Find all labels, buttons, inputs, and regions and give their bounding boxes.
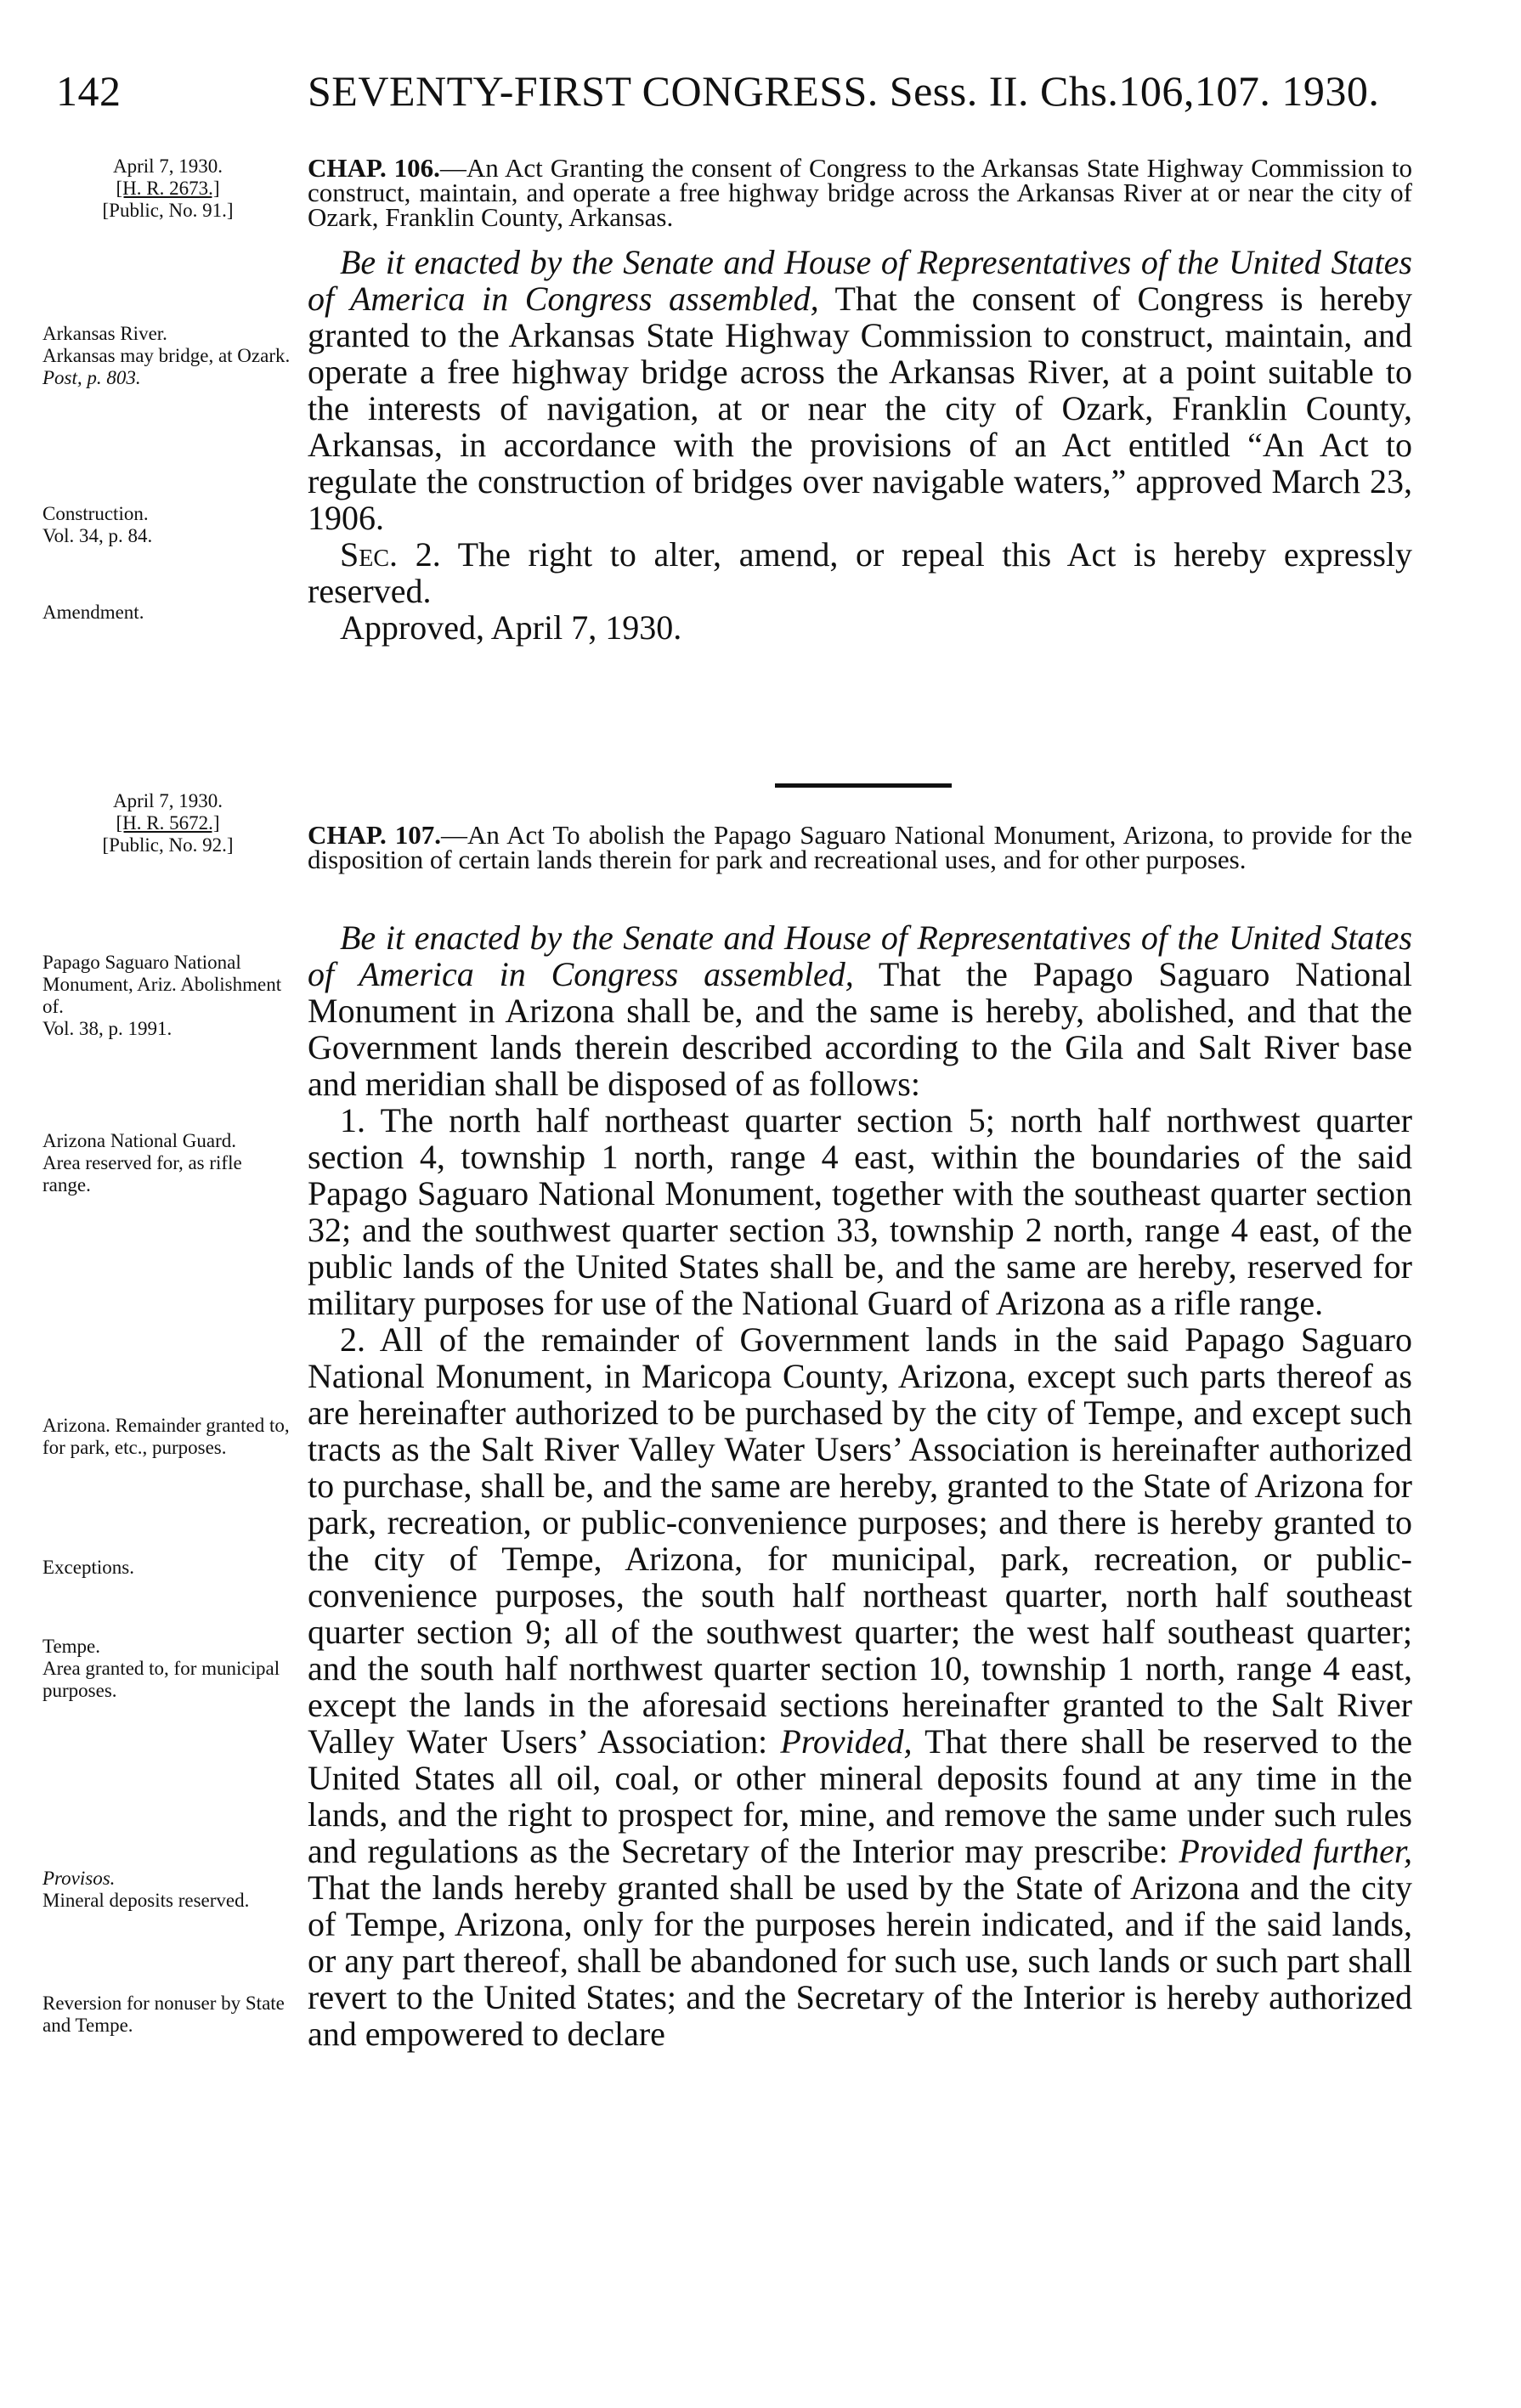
chap107-note-mineral: Mineral deposits reserved.: [42, 1890, 250, 1911]
chap106-note-post: Post, p. 803.: [42, 367, 141, 388]
chap107-margin-note-3: [42, 1415, 293, 1459]
chap107-margin-note-2: [42, 1130, 293, 1196]
chap106-public: [Public, No. 91.]: [102, 200, 234, 221]
running-title: SEVENTY-FIRST CONGRESS. Sess. II. Chs.106,107. 1930.: [308, 67, 1380, 115]
chap107-margin-note-4: [42, 1557, 293, 1579]
chap107-label: CHAP. 107.: [308, 820, 441, 850]
chap107-margin-note-6: [42, 1868, 293, 1912]
chap107-note-national-guard: Arizona National Guard.: [42, 1130, 237, 1151]
chap107-enacting-clause: Be it enacted by the Senate and House of Representatives of the United States of America in Congress assembled,: [308, 919, 1412, 993]
chap106-title: —An Act Granting the consent of Congress to the Arkansas State Highway Commission to construct, maintain, and operate a free highway bridge across the Arkansas River at or near the city of Ozark, Franklin County, Arkansas.: [308, 153, 1412, 232]
chap107-para-2a: 2. All of the remainder of Government lands in the said Papago Saguaro National Monument, in Maricopa County, Arizona, except such parts thereof as are hereinafter authorized to be purchased by the city of Tempe, and except such tracts as the Salt River Valley Water Users’ Association is hereinafter authorized to purchase, shall be, and the same are hereby, granted to the State of Arizona for park, recreation, or public-convenience purposes; and there is hereby granted to the city of Tempe, Arizona, for municipal, park, recreation, or public-convenience purposes, the south half northeast quarter, north half southeast quarter section 9; all of the southwest quarter; the west half southeast quarter; and the south half northwest quarter section 10, township 1 north, range 4 east, except the lands in the aforesaid sections hereinafter granted to the Salt River Valley Water Users’ Association:: [308, 1320, 1412, 1761]
chap107-margin-note-1: [42, 952, 293, 1040]
chap106-note-amendment: Amendment.: [42, 602, 144, 623]
chap107-note-remainder: Arizona. Remainder granted to, for park, etc., purposes.: [42, 1415, 290, 1458]
chap107-bill: [H. R. 5672.]: [116, 812, 220, 834]
chap106-enacting-clause: Be it enacted by the Senate and House of Representatives of the United States of America in Congress assembled,: [308, 243, 1412, 318]
chap106-sec2-text: The right to alter, amend, or repeal this Act is hereby expressly reserved.: [308, 535, 1413, 610]
chap106-body: [308, 244, 1412, 646]
chap106-sec2: [308, 536, 1412, 609]
chap107-margin-note-7: [42, 1993, 293, 2037]
chap106-label: CHAP. 106.: [308, 153, 440, 183]
chap106-heading: [308, 153, 1412, 232]
chap106-note-vol: Vol. 34, p. 84.: [42, 525, 153, 546]
chap107-date: April 7, 1930.: [112, 790, 223, 811]
page-number: 142: [56, 67, 122, 115]
section-divider: [775, 783, 952, 788]
chap106-margin-note-2: [42, 503, 293, 547]
chap107-para-2c: That the lands hereby granted shall be used by the State of Arizona and the city of Tempe, Arizona, only for the purposes herein indicated, and if the said lands, or any part thereof, shall be abandoned for such use, such lands or such part shall revert to the United States; and the Secretary of the Interior is hereby authorized and empowered to declare: [308, 1868, 1412, 2053]
chap106-note-arkansas: Arkansas River.: [42, 323, 167, 344]
chap107-margin-note-5: [42, 1636, 293, 1702]
chap107-note-reversion: Reversion for nonuser by State and Tempe.: [42, 1993, 285, 2036]
chap107-margin-citation: [42, 790, 293, 856]
chap107-provided-further: Provided further,: [1168, 1832, 1412, 1870]
chap107-body: [308, 919, 1412, 2052]
chap107-title: —An Act To abolish the Papago Saguaro National Monument, Arizona, to provide for the disposition of certain lands therein for park and recreational uses, and for other purposes.: [308, 820, 1412, 874]
chap106-sec2-label: Sec. 2.: [340, 535, 441, 574]
chap107-note-exceptions: Exceptions.: [42, 1557, 134, 1578]
chap106-enacting-paragraph: [308, 244, 1412, 536]
chap106-bill: [H. R. 2673.]: [116, 178, 220, 199]
chap106-date: April 7, 1930.: [112, 155, 223, 177]
chap107-para-1: 1. The north half northeast quarter section 5; north half northwest quarter section 4, township 1 north, range 4 east, within the boundaries of the said Papago Saguaro National Monument, together with the southeast quarter section 32; and the southwest quarter section 33, township 2 north, range 4 east, of the public lands of the United States shall be, and the same are hereby, reserved for military purposes for use of the National Guard of Arizona as a rifle range.: [308, 1101, 1412, 1322]
chap107-note-provisos: Provisos.: [42, 1868, 116, 1889]
chap107-heading: [308, 822, 1412, 872]
chap106-approved: Approved, April 7, 1930.: [340, 608, 682, 647]
chap107-para-2b: That there shall be reserved to the United States all oil, coal, or other mineral deposits found at any time in the lands, and the right to prospect for, mine, and remove the same under such rules and regulations as the Secretary of the Interior may prescribe:: [308, 1722, 1412, 1870]
chap107-enacting-paragraph: [308, 919, 1412, 1102]
chap106-margin-citation: [42, 155, 293, 222]
chap106-note-construction: Construction.: [42, 503, 149, 524]
chap106-text: That the consent of Congress is hereby granted to the Arkansas State Highway Commission to construct, maintain, and operate a free highway bridge across the Arkansas River, at a point suitable to the interests of navigation, at or near the city of Ozark, Franklin County, Arkansas, in accordance with the provisions of an Act entitled “An Act to regulate the construction of bridges over navigable waters,” approved March 23, 1906.: [308, 280, 1412, 537]
chap107-provided: Provided,: [767, 1722, 913, 1761]
chap107-note-rifle-range: Area reserved for, as rifle range.: [42, 1152, 242, 1196]
chap106-note-may-bridge: Arkansas may bridge, at Ozark.: [42, 345, 291, 366]
chap107-public: [Public, No. 92.]: [102, 834, 234, 856]
chap107-note-vol: Vol. 38, p. 1991.: [42, 1018, 172, 1039]
chap106-margin-note-1: [42, 323, 293, 389]
chap107-intro: That the Papago Saguaro National Monument in Arizona shall be, and the same is hereby, abolished, and that the Government lands therein described according to the Gila and Salt River base and meridian shall be disposed of as follows:: [308, 955, 1412, 1103]
chap107-note-tempe: Tempe.: [42, 1636, 101, 1657]
chap107-note-municipal: Area granted to, for municipal purposes.: [42, 1658, 280, 1701]
chap106-margin-note-3: [42, 602, 293, 624]
chap107-note-abolishment: Papago Saguaro National Monument, Ariz. Abolishment of.: [42, 952, 282, 1017]
chap107-para-2: [308, 1321, 1412, 2052]
